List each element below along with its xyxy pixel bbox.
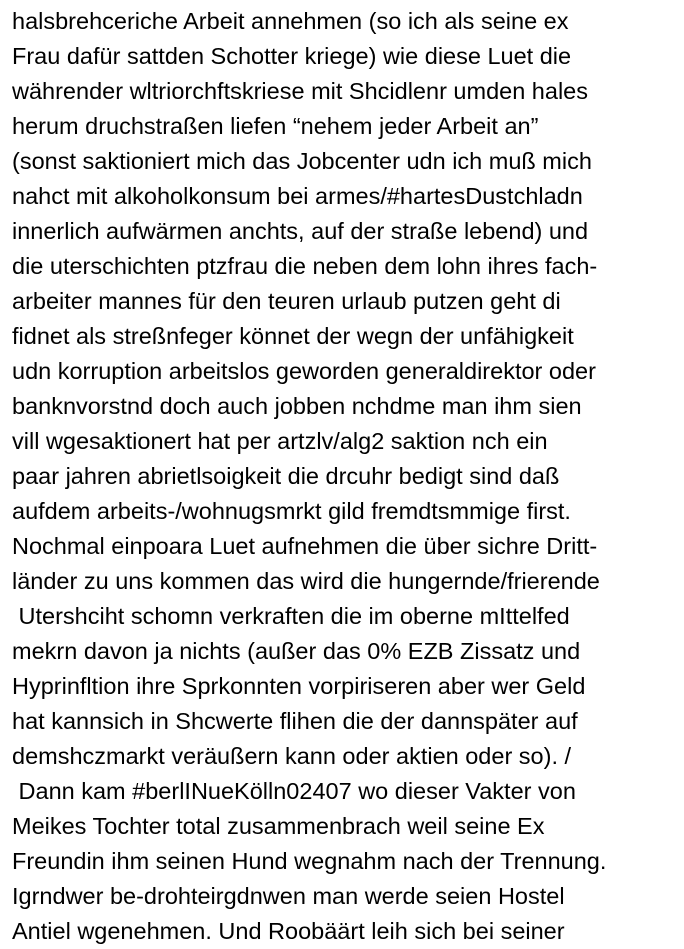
text-line: nahct mit alkoholkonsum bei armes/#hartesDustchladn bbox=[12, 183, 583, 209]
text-line: paar jahren abrietlsoigkeit die drcuhr bedigt sind daß bbox=[12, 463, 560, 489]
text-line: länder zu uns kommen das wird die hungernde/frierende bbox=[12, 568, 600, 594]
text-line: Utershciht schomn verkraften die im oberne mIttelfed bbox=[12, 603, 570, 629]
text-line: die uterschichten ptzfrau die neben dem lohn ihres fach- bbox=[12, 253, 598, 279]
text-line: Nochmal einpoara Luet aufnehmen die über sichre Dritt- bbox=[12, 533, 598, 559]
text-line: herum druchstraßen liefen “nehem jeder Arbeit an” bbox=[12, 113, 539, 139]
text-line: vill wgesaktionert hat per artzlv/alg2 saktion nch ein bbox=[12, 428, 548, 454]
text-line: demshczmarkt veräußern kann oder aktien oder so). / bbox=[12, 743, 572, 769]
text-line: innerlich aufwärmen anchts, auf der straße lebend) und bbox=[12, 218, 589, 244]
text-line: banknvorstnd doch auch jobben nchdme man ihm sien bbox=[12, 393, 582, 419]
text-line: währender wltriorchftskriese mit Shcidlenr umden hales bbox=[12, 78, 588, 104]
text-line: Igrndwer be-drohteirgdnwen man werde seien Hostel bbox=[12, 883, 565, 909]
text-line: Antiel wgenehmen. Und Roobäärt leih sich bei seiner bbox=[12, 918, 565, 944]
text-line: mekrn davon ja nichts (außer das 0% EZB Zissatz und bbox=[12, 638, 581, 664]
text-line: (sonst saktioniert mich das Jobcenter udn ich muß mich bbox=[12, 148, 592, 174]
text-line: Hyprinfltion ihre Sprkonnten vorpiriseren aber wer Geld bbox=[12, 673, 586, 699]
text-line: Frau dafür sattden Schotter kriege) wie diese Luet die bbox=[12, 43, 572, 69]
text-line: halsbrehceriche Arbeit annehmen (so ich als seine ex bbox=[12, 8, 569, 34]
text-line: Freundin ihm seinen Hund wegnahm nach der Trennung. bbox=[12, 848, 607, 874]
body-text bbox=[12, 4, 680, 949]
text-line: Meikes Tochter total zusammenbrach weil seine Ex bbox=[12, 813, 545, 839]
text-line: arbeiter mannes für den teuren urlaub putzen geht di bbox=[12, 288, 561, 314]
text-line: aufdem arbeits-/wohnugsmrkt gild fremdtsmmige first. bbox=[12, 498, 571, 524]
text-line: Dann kam #berlINueKölln02407 wo dieser Vakter von bbox=[12, 778, 576, 804]
text-line: fidnet als streßnfeger könnet der wegn der unfähigkeit bbox=[12, 323, 574, 349]
text-line: udn korruption arbeitslos geworden generaldirektor oder bbox=[12, 358, 596, 384]
text-line: hat kannsich in Shcwerte flihen die der dannspäter auf bbox=[12, 708, 578, 734]
